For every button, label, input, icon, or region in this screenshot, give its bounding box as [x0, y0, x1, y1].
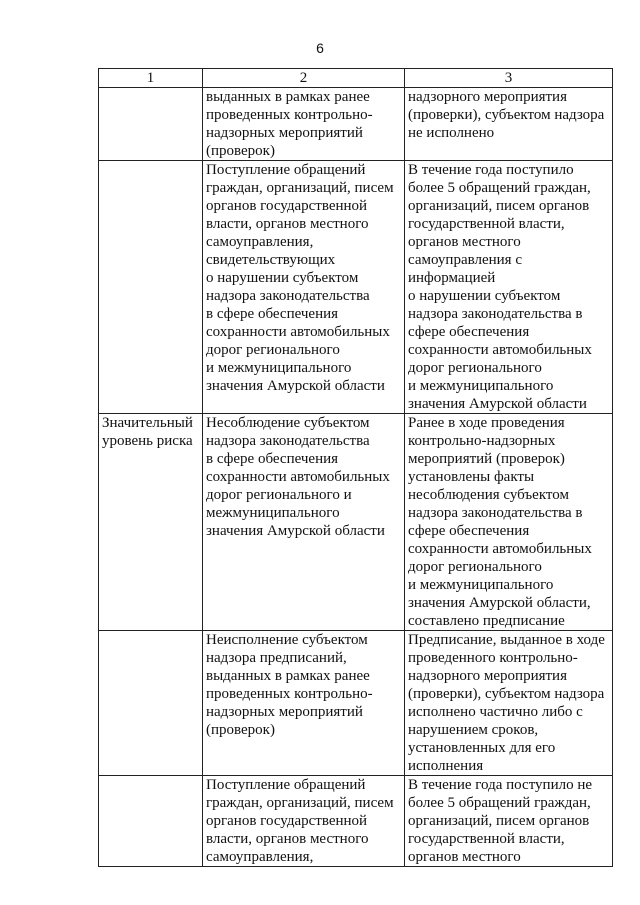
risk-level-cell — [99, 161, 203, 414]
indicator-cell: надзорного мероприятия (проверки), субъектом надзора не исполнено — [405, 88, 613, 161]
criterion-cell: Несоблюдение субъектом надзора законодательства в сфере обеспечения сохранности автомобильных дорог регионального и межмуниципального значения Амурской области — [203, 414, 405, 631]
table-row — [99, 88, 613, 161]
risk-level-cell: Значительный уровень риска — [99, 414, 203, 631]
criterion-cell: Поступление обращений граждан, организаций, писем органов государственной власти, органов местного самоуправления, — [203, 776, 405, 867]
table-header-row — [99, 69, 613, 88]
table-row — [99, 631, 613, 776]
indicator-cell: В течение года поступило не более 5 обращений граждан, организаций, писем органов государственной власти, органов местного — [405, 776, 613, 867]
risk-level-cell — [99, 88, 203, 161]
indicator-cell: Ранее в ходе проведения контрольно-надзорных мероприятий (проверок) установлены факты несоблюдения субъектом надзора законодательства в сфере обеспечения сохранности автомобильных дорог регионального и межмуниципального значения Амурской области, составлено предписание — [405, 414, 613, 631]
table-row — [99, 414, 613, 631]
risk-level-cell — [99, 631, 203, 776]
page-number: 6 — [316, 40, 324, 56]
indicator-cell: Предписание, выданное в ходе проведенного контрольно- надзорного мероприятия (проверки), субъектом надзора исполнено частично либо с нарушением сроков, установленных для его исполнения — [405, 631, 613, 776]
indicator-cell: В течение года поступило более 5 обращений граждан, организаций, писем органов государственной власти, органов местного самоуправления с информацией о нарушении субъектом надзора законодательства в сфере обеспечения сохранности автомобильных дорог регионального и межмуниципального значения Амурской области — [405, 161, 613, 414]
criterion-cell: Поступление обращений граждан, организаций, писем органов государственной власти, органов местного самоуправления, свидетельствующих о нарушении субъектом надзора законодательства в сфере обеспечения сохранности автомобильных дорог регионального и межмуниципального значения Амурской области — [203, 161, 405, 414]
criterion-cell: выданных в рамках ранее проведенных контрольно- надзорных мероприятий (проверок) — [203, 88, 405, 161]
risk-level-cell — [99, 776, 203, 867]
table-row — [99, 776, 613, 867]
column-header-1: 1 — [99, 69, 203, 88]
criterion-cell: Неисполнение субъектом надзора предписаний, выданных в рамках ранее проведенных контрольно- надзорных мероприятий (проверок) — [203, 631, 405, 776]
column-header-2: 2 — [203, 69, 405, 88]
table-row — [99, 161, 613, 414]
column-header-3: 3 — [405, 69, 613, 88]
risk-criteria-table — [98, 68, 613, 867]
